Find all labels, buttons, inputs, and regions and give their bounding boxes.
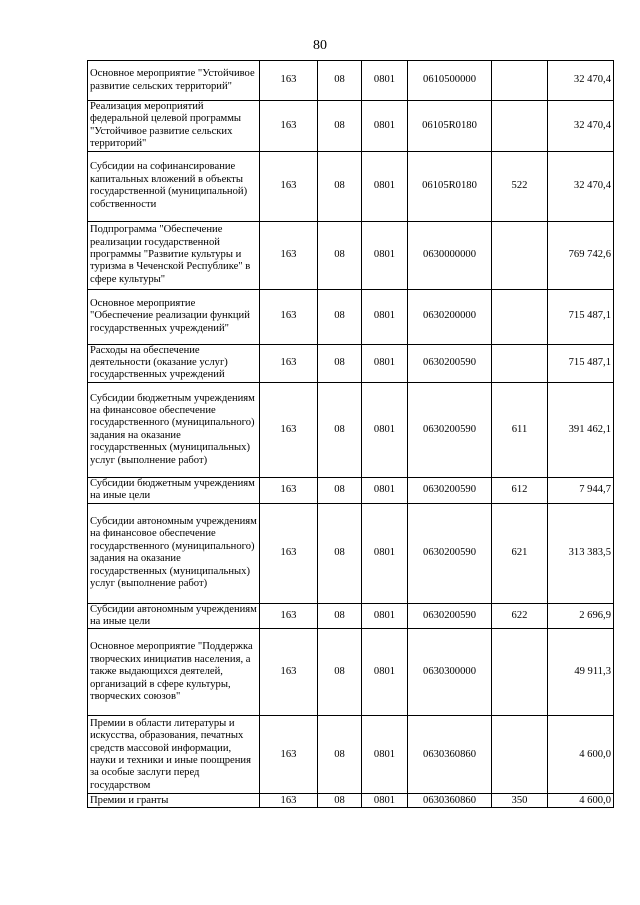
target-article-cell: 0630200590: [408, 344, 492, 382]
section-code-cell: 08: [318, 629, 362, 716]
row-name-cell: Субсидии на софинансирование капитальных вложений в объекты государственной (муниципальной) собственности: [88, 151, 260, 221]
amount-cell: 7 944,7: [548, 477, 614, 503]
target-article-cell: 0630200000: [408, 289, 492, 344]
subsection-code-cell: 0801: [362, 382, 408, 477]
expense-type-cell: 612: [492, 477, 548, 503]
expense-type-cell: [492, 61, 548, 101]
table-row: [88, 477, 614, 503]
amount-cell: 32 470,4: [548, 61, 614, 101]
admin-code-cell: 163: [260, 101, 318, 152]
section-code-cell: 08: [318, 151, 362, 221]
amount-cell: 769 742,6: [548, 221, 614, 289]
section-code-cell: 08: [318, 382, 362, 477]
expense-type-cell: [492, 716, 548, 794]
section-code-cell: 08: [318, 344, 362, 382]
amount-cell: 313 383,5: [548, 503, 614, 603]
subsection-code-cell: 0801: [362, 101, 408, 152]
section-code-cell: 08: [318, 477, 362, 503]
expense-type-cell: 611: [492, 382, 548, 477]
budget-table: [87, 60, 614, 808]
table-row: [88, 603, 614, 629]
section-code-cell: 08: [318, 289, 362, 344]
section-code-cell: 08: [318, 61, 362, 101]
expense-type-cell: [492, 289, 548, 344]
table-row: [88, 221, 614, 289]
expense-type-cell: 350: [492, 794, 548, 808]
amount-cell: 32 470,4: [548, 101, 614, 152]
amount-cell: 2 696,9: [548, 603, 614, 629]
expense-type-cell: [492, 344, 548, 382]
table-row: [88, 344, 614, 382]
table-row: [88, 101, 614, 152]
admin-code-cell: 163: [260, 221, 318, 289]
table-row: [88, 61, 614, 101]
target-article-cell: 0630200590: [408, 603, 492, 629]
admin-code-cell: 163: [260, 151, 318, 221]
admin-code-cell: 163: [260, 477, 318, 503]
subsection-code-cell: 0801: [362, 151, 408, 221]
target-article-cell: 0610500000: [408, 61, 492, 101]
row-name-cell: Основное мероприятие "Обеспечение реализации функций государственных учреждений": [88, 289, 260, 344]
expense-type-cell: [492, 629, 548, 716]
table-row: [88, 716, 614, 794]
admin-code-cell: 163: [260, 344, 318, 382]
section-code-cell: 08: [318, 221, 362, 289]
row-name-cell: Субсидии бюджетным учреждениям на иные цели: [88, 477, 260, 503]
table-row: [88, 503, 614, 603]
admin-code-cell: 163: [260, 629, 318, 716]
table-row: [88, 151, 614, 221]
admin-code-cell: 163: [260, 61, 318, 101]
amount-cell: 715 487,1: [548, 289, 614, 344]
admin-code-cell: 163: [260, 503, 318, 603]
subsection-code-cell: 0801: [362, 477, 408, 503]
row-name-cell: Реализация мероприятий федеральной целевой программы "Устойчивое развитие сельских территорий": [88, 101, 260, 152]
amount-cell: 49 911,3: [548, 629, 614, 716]
admin-code-cell: 163: [260, 716, 318, 794]
target-article-cell: 06105R0180: [408, 151, 492, 221]
subsection-code-cell: 0801: [362, 603, 408, 629]
target-article-cell: 0630200590: [408, 382, 492, 477]
expense-type-cell: 621: [492, 503, 548, 603]
expense-type-cell: [492, 101, 548, 152]
subsection-code-cell: 0801: [362, 289, 408, 344]
section-code-cell: 08: [318, 794, 362, 808]
row-name-cell: Основное мероприятие "Устойчивое развитие сельских территорий": [88, 61, 260, 101]
amount-cell: 715 487,1: [548, 344, 614, 382]
row-name-cell: Субсидии автономным учреждениям на иные цели: [88, 603, 260, 629]
admin-code-cell: 163: [260, 382, 318, 477]
subsection-code-cell: 0801: [362, 629, 408, 716]
subsection-code-cell: 0801: [362, 503, 408, 603]
row-name-cell: Премии в области литературы и искусства, образования, печатных средств массовой информации, науки и техники и иные поощрения за особые заслуги перед государством: [88, 716, 260, 794]
amount-cell: 32 470,4: [548, 151, 614, 221]
subsection-code-cell: 0801: [362, 344, 408, 382]
subsection-code-cell: 0801: [362, 61, 408, 101]
target-article-cell: 0630200590: [408, 503, 492, 603]
page-number: 80: [313, 38, 327, 53]
row-name-cell: Субсидии бюджетным учреждениям на финансовое обеспечение государственного (муниципального) задания на оказание государственных (муниципальных) услуг (выполнение работ): [88, 382, 260, 477]
amount-cell: 4 600,0: [548, 716, 614, 794]
table-row: [88, 382, 614, 477]
section-code-cell: 08: [318, 101, 362, 152]
row-name-cell: Премии и гранты: [88, 794, 260, 808]
target-article-cell: 06105R0180: [408, 101, 492, 152]
expense-type-cell: 522: [492, 151, 548, 221]
row-name-cell: Расходы на обеспечение деятельности (оказание услуг) государственных учреждений: [88, 344, 260, 382]
row-name-cell: Подпрограмма "Обеспечение реализации государственной программы "Развитие культуры и туризма в Чеченской Республике" в сфере культуры": [88, 221, 260, 289]
row-name-cell: Основное мероприятие "Поддержка творческих инициатив населения, а также выдающихся деятелей, организаций в сфере культуры, творческих союзов": [88, 629, 260, 716]
subsection-code-cell: 0801: [362, 221, 408, 289]
expense-type-cell: 622: [492, 603, 548, 629]
target-article-cell: 0630360860: [408, 794, 492, 808]
table-row: [88, 629, 614, 716]
amount-cell: 4 600,0: [548, 794, 614, 808]
admin-code-cell: 163: [260, 289, 318, 344]
row-name-cell: Субсидии автономным учреждениям на финансовое обеспечение государственного (муниципального) задания на оказание государственных (муниципальных) услуг (выполнение работ): [88, 503, 260, 603]
target-article-cell: 0630200590: [408, 477, 492, 503]
section-code-cell: 08: [318, 716, 362, 794]
subsection-code-cell: 0801: [362, 716, 408, 794]
target-article-cell: 0630300000: [408, 629, 492, 716]
target-article-cell: 0630360860: [408, 716, 492, 794]
subsection-code-cell: 0801: [362, 794, 408, 808]
table-row: [88, 794, 614, 808]
section-code-cell: 08: [318, 503, 362, 603]
admin-code-cell: 163: [260, 603, 318, 629]
expense-type-cell: [492, 221, 548, 289]
admin-code-cell: 163: [260, 794, 318, 808]
table-body: [88, 61, 614, 808]
amount-cell: 391 462,1: [548, 382, 614, 477]
target-article-cell: 0630000000: [408, 221, 492, 289]
table-row: [88, 289, 614, 344]
section-code-cell: 08: [318, 603, 362, 629]
